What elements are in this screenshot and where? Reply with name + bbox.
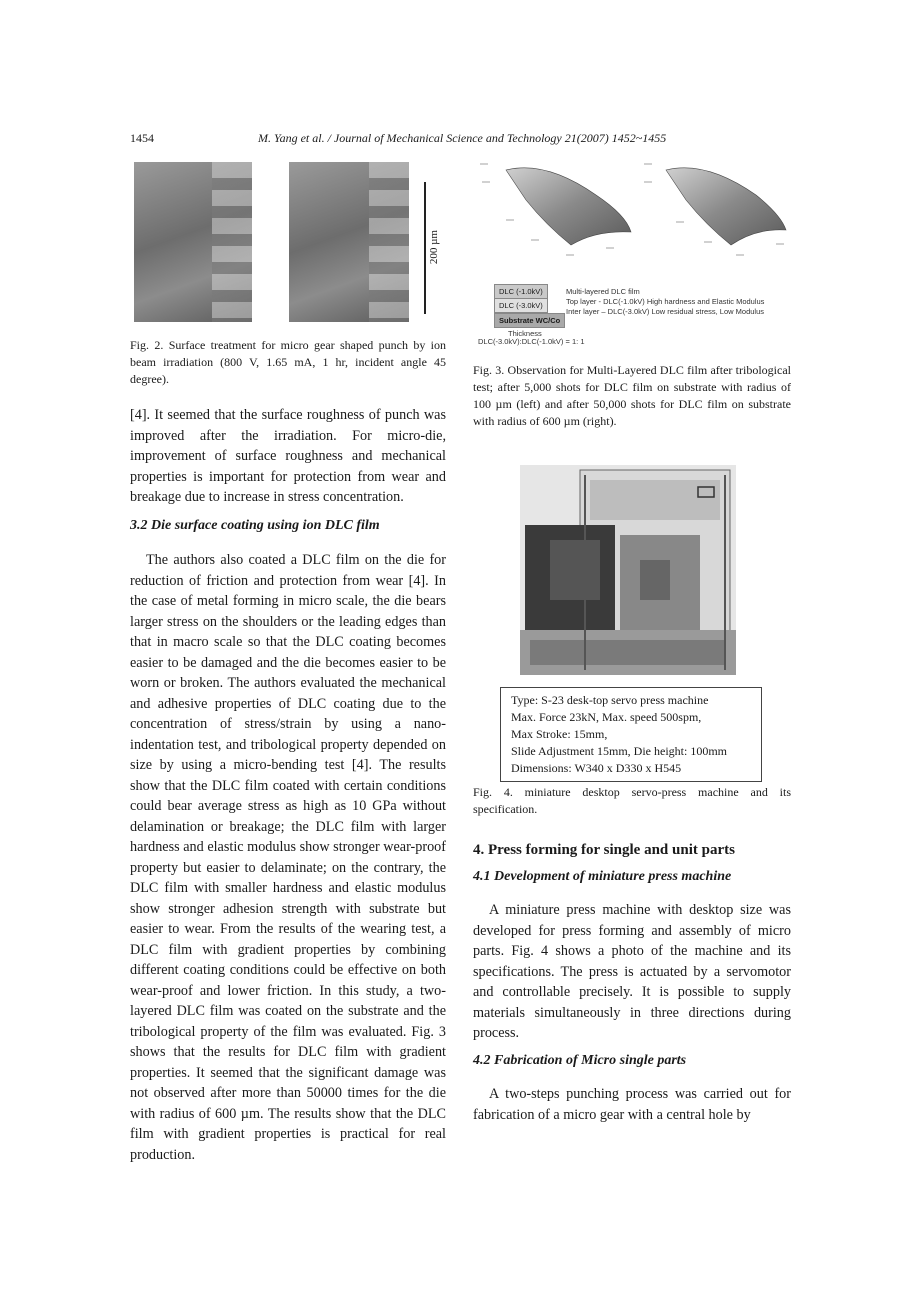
paragraph: [4]. It seemed that the surface roughness of punch was improved after the irradiation. For micro-die, improvement of surface roughness and mechanical properties is important for protection from wear and breakage due to increase in stress concentration. [130,407,446,505]
section-heading-4-1: 4.1 Development of miniature press machine [473,869,732,884]
legend-substrate: Substrate WC/Co [494,313,565,328]
fig3-caption: Fig. 3. Observation for Multi-Layered DLC film after tribological test; after 5,000 shots for DLC film on substrate with radius of 100 µm (left) and after 50,000 shots for DLC film on substrate with radius of 600 µm (right). [473,363,791,428]
left-column [130,405,446,508]
spec-line: Type: S-23 desk-top servo press machine [511,693,709,707]
fig2-image-left [134,162,252,322]
legend-inter-layer: Inter layer – DLC(-3.0kV) Low residual stress, Low Modulus [566,307,764,316]
section-heading-3-2: 3.2 Die surface coating using ion DLC film [130,518,380,533]
running-header: M. Yang et al. / Journal of Mechanical Science and Technology 21(2007) 1452~1455 [258,131,667,145]
spec-line: Slide Adjustment 15mm, Die height: 100mm [511,744,727,758]
legend-title: Multi-layered DLC film [566,287,640,296]
right-column-body-4-1 [473,900,791,1044]
scale-label: 200 µm [428,230,440,265]
spec-line: Max Stroke: 15mm, [511,727,608,741]
spec-line: Max. Force 23kN, Max. speed 500spm, [511,710,702,724]
section-heading-4-2: 4.2 Fabrication of Micro single parts [473,1053,687,1068]
paragraph: A two-steps punching process was carried out for fabrication of a micro gear with a central hole by [473,1086,791,1123]
section-heading-4: 4. Press forming for single and unit parts [473,842,735,858]
left-column-body [130,550,446,1165]
page-number: 1454 [130,131,154,145]
spec-line: Dimensions: W340 x D330 x H545 [511,761,682,775]
fig4-caption: Fig. 4. miniature desktop servo-press machine and its specification. [473,785,791,816]
fig4-spec-box [500,687,762,782]
legend-top-layer: Top layer - DLC(-1.0kV) High hardness and Elastic Modulus [566,297,765,306]
legend-thickness-label: Thickness [508,329,542,338]
scale-bar [424,182,426,314]
fig2-caption: Fig. 2. Surface treatment for micro gear shaped punch by ion beam irradiation (800 V, 1.65 mA, 1 hr, incident angle 45 degree). [130,338,446,386]
fig3-image [476,160,796,272]
paragraph: The authors also coated a DLC film on the die for reduction of friction and protection from wear [4]. In the case of metal forming in micro scale, the die bears larger stress on the shoulders or the leading edges than that in macro scale so that the DLC coating becomes easier to be damaged and the die becomes easier to be worn or broken. The authors evaluated the mechanical and adhesive properties of DLC coating due to the concentration of stress/strain by using a nano-indentation test, and tribological property depended on size by using a micro-bending test [4]. The results show that the DLC film coated with certain conditions could bear average stress as high as 10 GPa without delamination or breakage; the DLC film with larger hardness and elastic modulus show stronger wear-proof property but easier to delaminate; on the contrary, the DLC film with smaller hardness and elastic modulus show stronger adhesion strength with substrate but easier to wear. From the results of the wearing test, a DLC film with gradient properties by combining different coating conditions could be effective on both wear-proof and lower friction. In this study, a two-layered DLC film was coated on the substrate and the tribological property of the film was evaluated. Fig. 3 shows that the results for DLC film with gradient properties. It seemed that the significant damage was not observed after more than 50000 times for the die with radius of 600 µm. The results show that the DLC film with gradient properties is practical for real production. [130,552,446,1163]
legend-thickness-ratio: DLC(-3.0kV):DLC(-1.0kV) = 1: 1 [478,337,585,346]
legend-layer2: DLC (-3.0kV) [494,298,548,313]
right-column-body-4-2 [473,1084,791,1125]
fig4-photo [520,465,736,675]
paragraph: A miniature press machine with desktop size was developed for press forming and assembly of micro parts. Fig. 4 shows a photo of the machine and its specifications. The press is actuated by a servomotor and controllable precisely. It is possible to supply materials simultaneously in three directions during process. [473,902,791,1041]
legend-layer1: DLC (-1.0kV) [494,284,548,299]
fig2-image-right [289,162,409,322]
